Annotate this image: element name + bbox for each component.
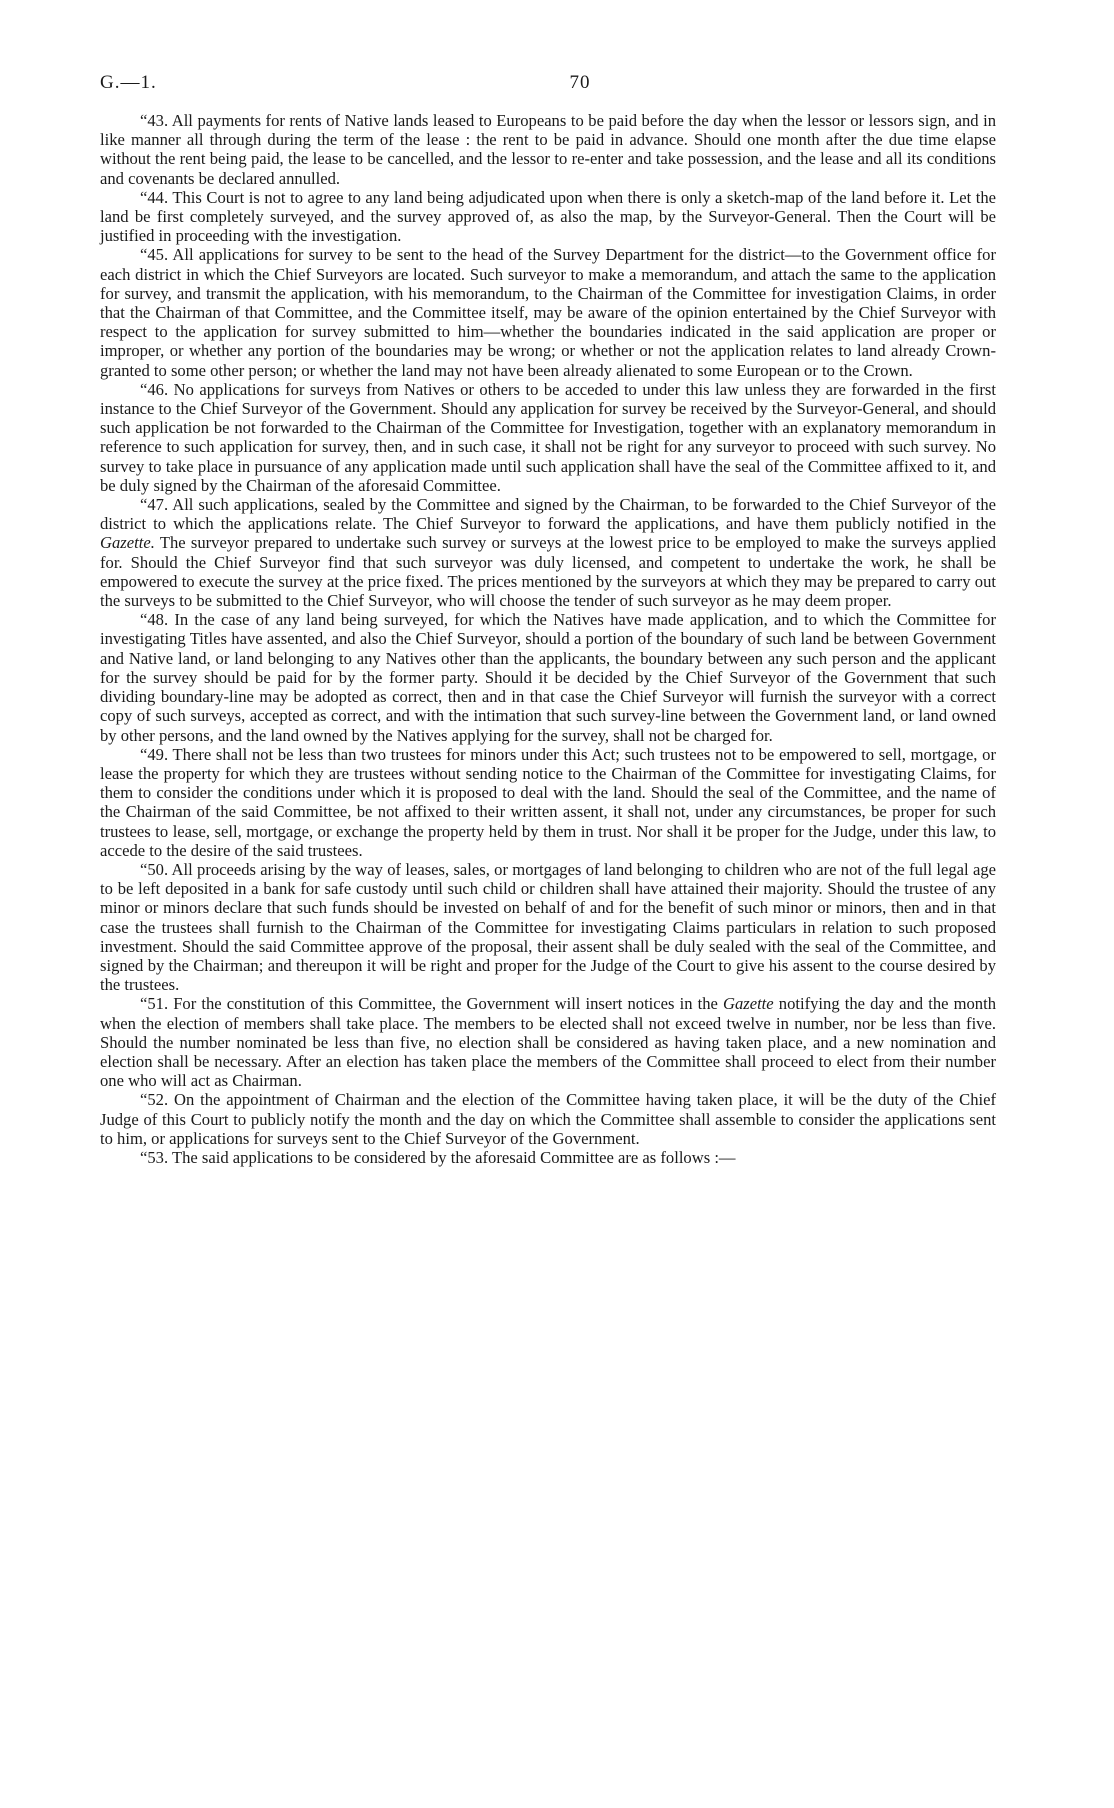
paragraph-51 <box>100 994 996 1090</box>
paragraph-47-gazette: Gazette. <box>100 533 155 553</box>
paragraph-49: “49. There shall not be less than two trustees for minors under this Act; such trustees not to be empowered to sell, mortgage, or lease the property for which they are trustees without sending notice to the Chairman of the Committee for investigating Claims, for them to consider the conditions under which it is proposed to deal with the land. Should the seal of the Committee, and the name of the Chairman of the said Committee, be not affixed to their written assent, it shall not, under any circumstances, be proper for such trustees to lease, sell, mortgage, or exchange the property held by them in trust. Nor shall it be proper for the Judge, under this law, to accede to the desire of the said trustees. <box>100 744 996 860</box>
paragraph-47 <box>100 495 996 610</box>
page-number: 70 <box>569 72 591 93</box>
body-text <box>100 111 996 1167</box>
paragraph-47-text-after: The surveyor prepared to undertake such survey or surveys at the lowest price to be employed to make the surveys applied for. Should the Chief Surveyor find that such surveyor was duly licensed, and competent to undertake the work, he shall be empowered to execute the survey at the price fixed. The prices mentioned by the surveyors at which they may be prepared to carry out the surveys to be submitted to the Chief Surveyor, who will choose the tender of such surveyor as he may deem proper. <box>100 533 996 611</box>
paragraph-50: “50. All proceeds arising by the way of leases, sales, or mortgages of land belonging to children who are not of the full legal age to be left deposited in a bank for safe custody until such child or children shall have attained their majority. Should the trustee of any minor or minors declare that such funds should be invested on behalf of and for the benefit of such minor or minors, then and in that case the trustees shall furnish to the Chairman of the Committee for investigating Claims particulars in relation to such proposed investment. Should the said Committee approve of the proposal, their assent shall be duly sealed with the seal of the Committee, and signed by the Chairman; and thereupon it will be right and proper for the Judge of the Court to give his assent to the course desired by the trustees. <box>100 859 996 995</box>
paragraph-51-gazette: Gazette <box>722 994 774 1014</box>
paragraph-51-text-after: notifying the day and the month when the election of members shall take place. The members to be elected shall not exceed twelve in number, nor be less than five. Should the number nominated be less than five, no election shall be considered as having taken place, and a new nomination and election shall be necessary. After an election has taken place the members of the Committee shall proceed to elect from their number one who will act as Chairman. <box>100 994 996 1091</box>
document-reference: G.—1. <box>100 72 157 93</box>
paragraph-45: “45. All applications for survey to be sent to the head of the Survey Department for the district—to the Government office for each district in which the Chief Surveyors are located. Such surveyor to make a memorandum, and attach the same to the application for survey, and transmit the application, with his memorandum, to the Chairman of the Committee for investigation Claims, in order that the Chairman of that Committee, and the Committee itself, may be aware of the opinion entertained by the Chief Surveyor with respect to the application for survey submitted to him—whether the boundaries indicated in the said application are proper or improper, or whether any portion of the boundaries may be wrong; or whether or not the application relates to land already Crown-granted to some other person; or whether the land may not have been already alienated to some European or to the Crown. <box>100 245 996 380</box>
paragraph-43: “43. All payments for rents of Native lands leased to Europeans to be paid before the day when the lessor or lessors sign, and in like manner all through during the term of the lease : the rent to be paid in advance. Should one month after the due time elapse without the rent being paid, the lease to be cancelled, and the lessor to re-enter and take possession, and the lease and all its conditions and covenants be declared annulled. <box>100 111 996 188</box>
paragraph-52: “52. On the appointment of Chairman and the election of the Committee having taken place, it will be the duty of the Chief Judge of this Court to publicly notify the month and the day on which the Committee shall assemble to consider the applications sent to him, or applications for surveys sent to the Chief Surveyor of the Government. <box>100 1090 996 1148</box>
paragraph-44: “44. This Court is not to agree to any land being adjudicated upon when there is only a sketch-map of the land before it. Let the land be first completely surveyed, and the survey approved of, as also the map, by the Surveyor-General. Then the Court will be justified in proceeding with the investigation. <box>100 187 996 246</box>
paragraph-51-text-before: “51. For the constitution of this Committee, the Government will insert notices in the <box>140 994 723 1014</box>
paragraph-48: “48. In the case of any land being surveyed, for which the Natives have made application, and to which the Committee for investigating Titles have assented, and also the Chief Surveyor, should a portion of the boundary of such land be between Government and Native land, or land belonging to any Natives other than the applicants, the boundary between any such person and the applicant for the survey should be paid for by the former party. Should it be decided by the Chief Surveyor of the Government that such dividing boundary-line may be adopted as correct, then and in that case the Chief Surveyor will furnish the surveyor with a correct copy of such surveys, accepted as correct, and with the intimation that such survey-line between the Government land, or land owned by other persons, and the land owned by the Natives applying for the survey, shall not be charged for. <box>100 610 996 745</box>
paragraph-47-text-before: “47. All such applications, sealed by the Committee and signed by the Chairman, to be forwarded to the Chief Surveyor of the district to which the applications relate. The Chief Surveyor to forward the applications, and have them publicly notified in the <box>100 495 996 534</box>
paragraph-53: “53. The said applications to be considered by the aforesaid Committee are as follows :— <box>140 1147 736 1167</box>
page-header <box>100 72 1000 96</box>
paragraph-46: “46. No applications for surveys from Natives or others to be acceded to under this law unless they are forwarded in the first instance to the Chief Surveyor of the Government. Should any application for survey be received by the Surveyor-General, and should such application be not forwarded to the Chairman of the Committee for Investigation, together with an explanatory memorandum in reference to such application for survey, then, and in such case, it shall not be right for any surveyor to proceed with such survey. No survey to take place in pursuance of any application made until such application shall have the seal of the Committee affixed to it, and be duly signed by the Chairman of the aforesaid Committee. <box>100 379 996 495</box>
